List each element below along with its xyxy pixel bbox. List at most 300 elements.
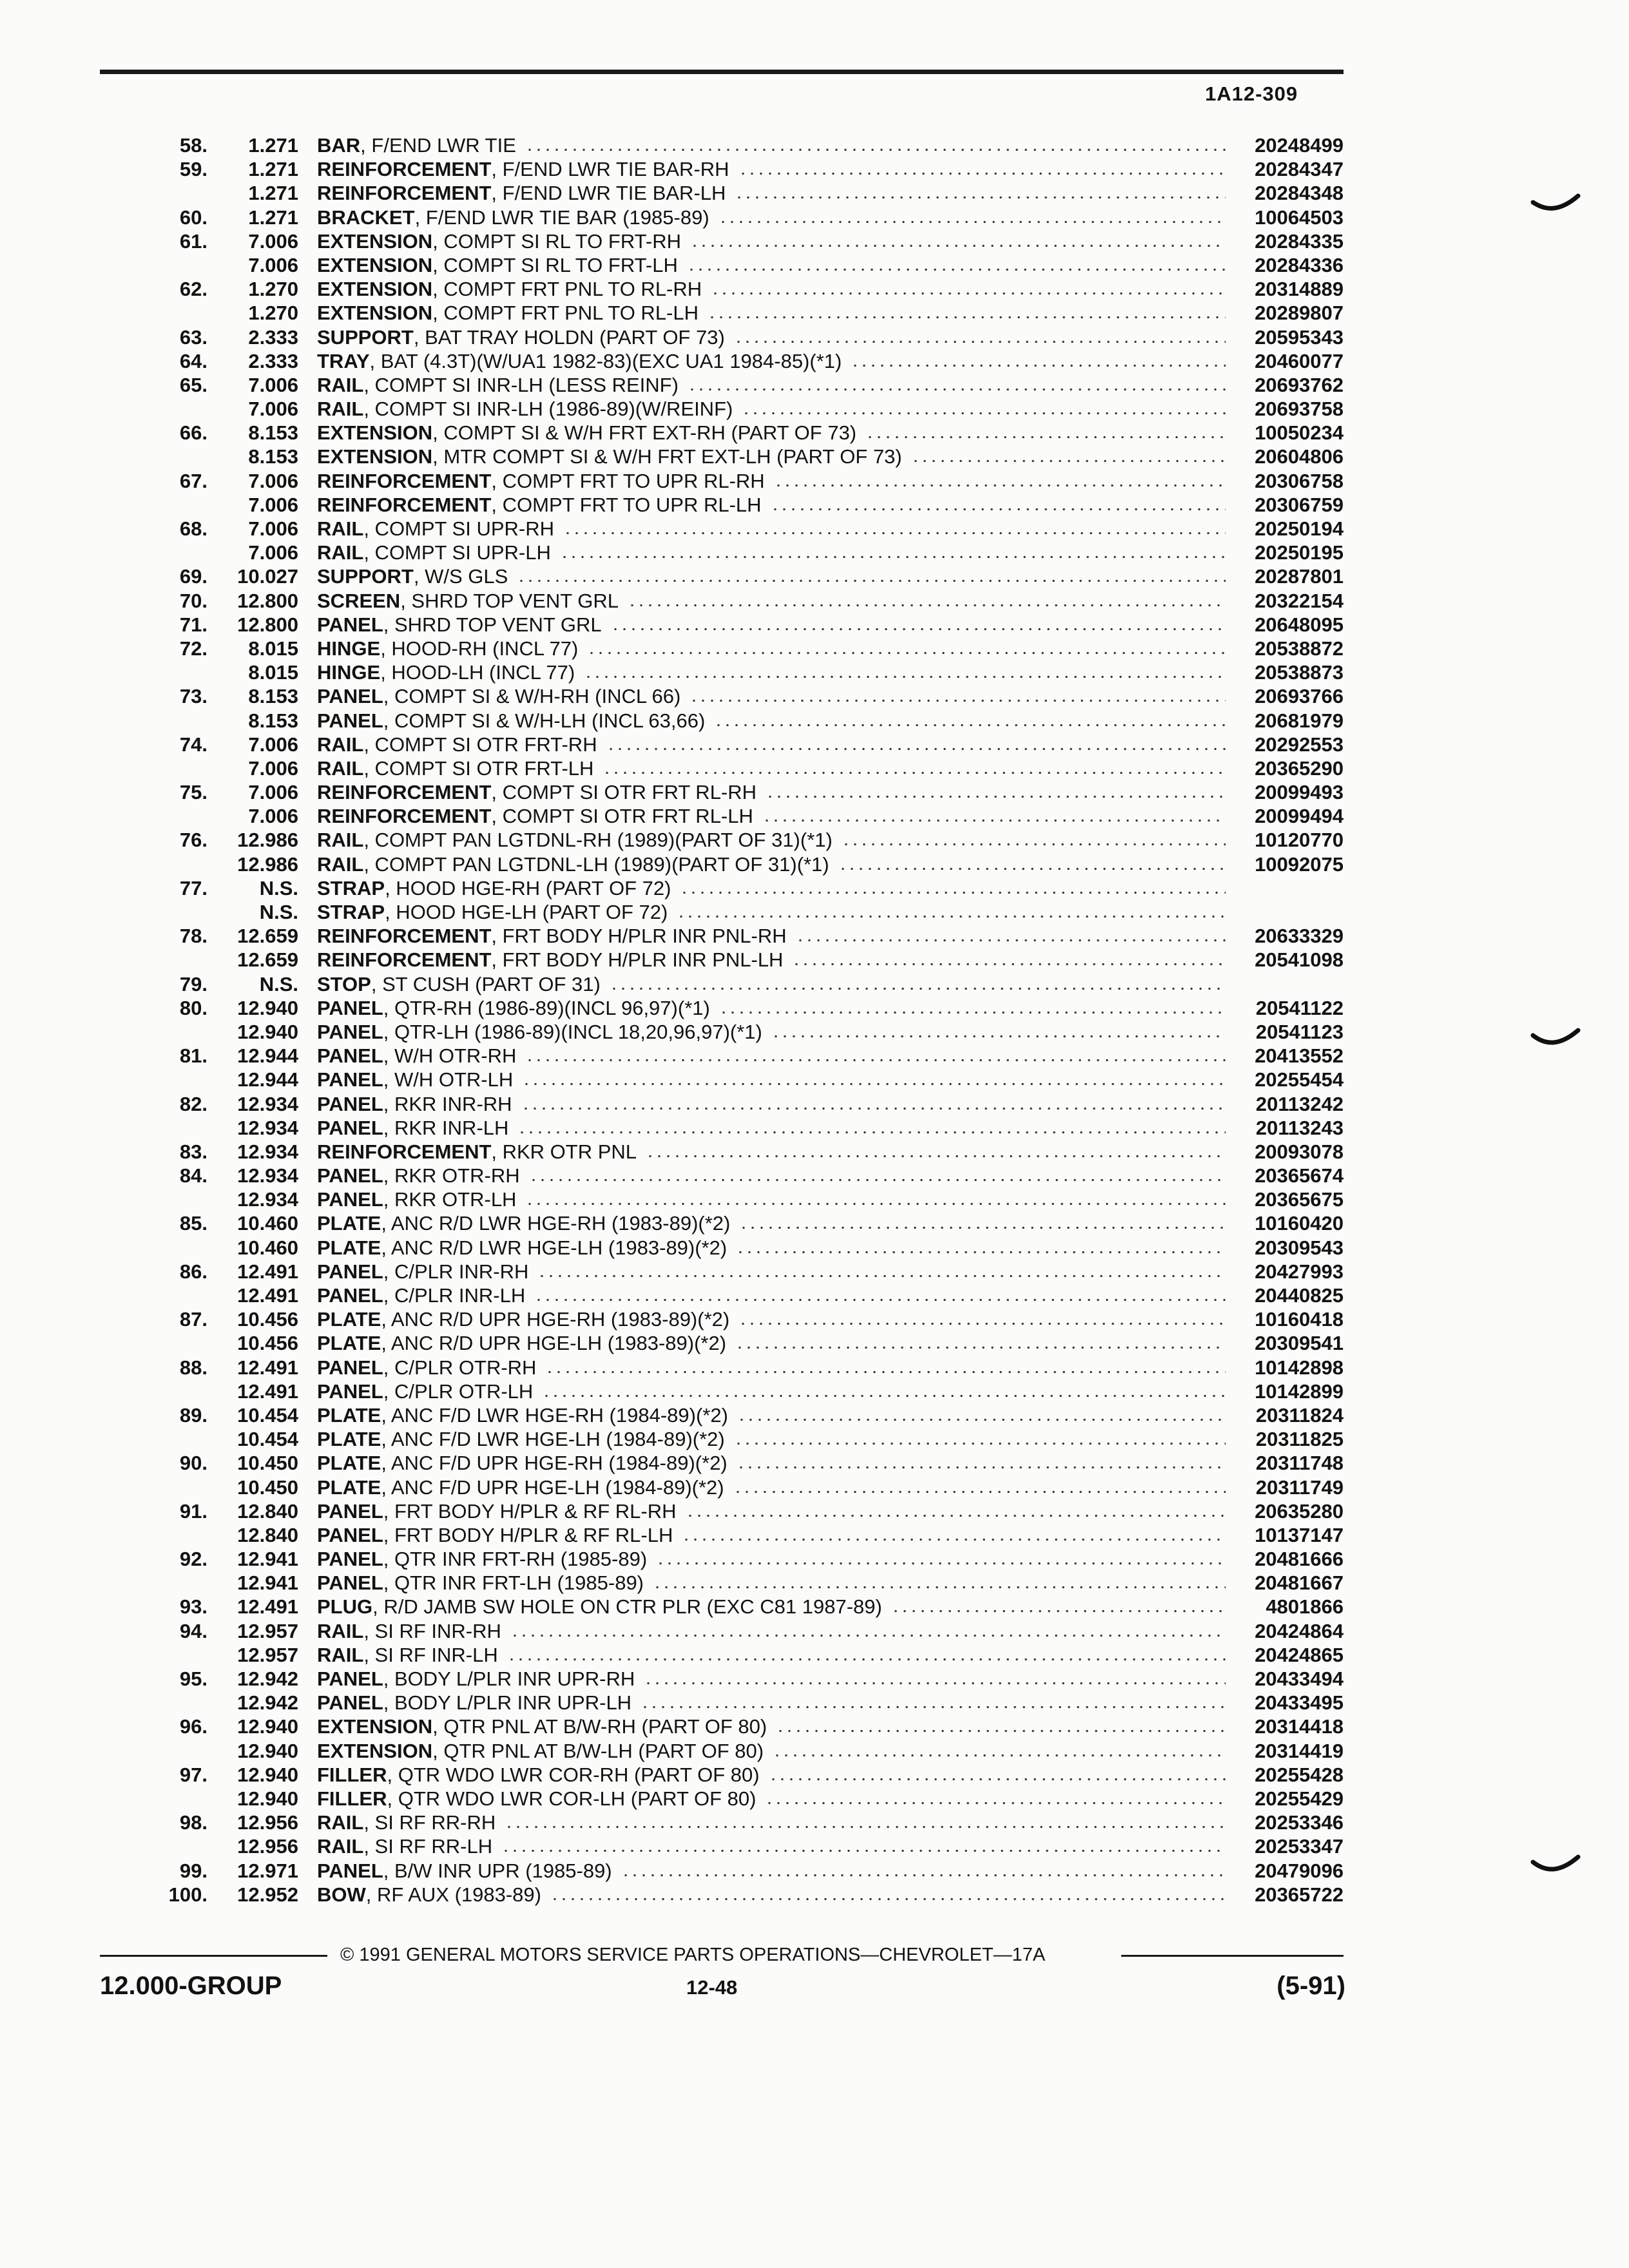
dot-leader	[525, 1187, 1226, 1211]
part-number: 10160418	[1255, 1308, 1344, 1331]
part-qualifier: , F/END LWR TIE BAR-LH	[491, 182, 726, 205]
part-qualifier: , COMPT SI OTR FRT RL-RH	[491, 781, 757, 804]
part-number: 20365722	[1255, 1883, 1344, 1906]
group-number: 12.952	[237, 1883, 298, 1906]
group-number: 10.450	[237, 1452, 298, 1475]
item-number: 86.	[179, 1260, 207, 1283]
group-number: 12.940	[237, 1787, 298, 1810]
part-noun: REINFORCEMENT	[317, 182, 492, 205]
part-description	[317, 301, 1229, 325]
part-description	[317, 277, 1229, 301]
part-description	[317, 1044, 1229, 1068]
part-description	[317, 660, 1229, 684]
part-noun: SCREEN	[317, 589, 401, 612]
part-number: 20287801	[1255, 565, 1344, 588]
group-number: 12.971	[237, 1859, 298, 1882]
part-qualifier: , RKR OTR PNL	[491, 1140, 637, 1163]
part-noun: RAIL	[317, 733, 364, 756]
item-number: 82.	[179, 1092, 207, 1115]
parts-row	[0, 804, 1629, 828]
part-description	[317, 1811, 1229, 1834]
group-number: 12.957	[237, 1643, 298, 1666]
footer-rule-right	[1121, 1955, 1344, 1957]
parts-list	[0, 133, 1629, 1907]
group-number: 1.270	[248, 302, 298, 325]
parts-row	[0, 1403, 1629, 1427]
part-number: 20479096	[1255, 1859, 1344, 1882]
part-number: 20681979	[1255, 709, 1344, 732]
dot-leader	[891, 1595, 1226, 1619]
part-number: 20250194	[1255, 517, 1344, 540]
part-noun: PLATE	[317, 1428, 381, 1451]
dot-leader	[737, 1451, 1226, 1475]
part-qualifier: , COMPT SI UPR-LH	[363, 541, 551, 564]
parts-row	[0, 996, 1629, 1020]
dot-leader	[584, 660, 1226, 684]
dot-leader	[686, 1499, 1226, 1523]
item-number: 94.	[179, 1619, 207, 1642]
dot-leader	[688, 373, 1226, 397]
part-description	[317, 1571, 1229, 1595]
part-description	[317, 637, 1229, 660]
dot-leader	[766, 780, 1226, 804]
parts-row	[0, 1068, 1629, 1091]
part-qualifier: , ANC F/D UPR HGE-LH (1984-89)(*2)	[381, 1475, 724, 1499]
part-qualifier: , C/PLR OTR-RH	[383, 1356, 537, 1379]
item-number: 85.	[179, 1212, 207, 1235]
part-number: 20113242	[1255, 1092, 1344, 1115]
part-noun: EXTENSION	[317, 302, 433, 325]
group-number: 12.940	[237, 1715, 298, 1738]
item-number: 75.	[179, 781, 207, 804]
part-qualifier: , QTR WDO LWR COR-RH (PART OF 80)	[387, 1763, 760, 1786]
group-number: 1.270	[248, 278, 298, 301]
dot-leader	[865, 421, 1226, 445]
part-number: 10142898	[1255, 1356, 1344, 1379]
part-number: 20595343	[1255, 325, 1344, 349]
dot-leader	[534, 1283, 1226, 1307]
dot-leader	[542, 1379, 1226, 1403]
part-qualifier: , HOOD HGE-LH (PART OF 72)	[385, 901, 668, 923]
part-number: 20427993	[1255, 1260, 1344, 1283]
part-number: 20541098	[1255, 948, 1344, 972]
dot-leader	[611, 613, 1226, 637]
part-description	[317, 1499, 1229, 1523]
dot-leader	[510, 1619, 1226, 1643]
part-number: 20460077	[1255, 349, 1344, 372]
part-description	[317, 756, 1229, 780]
part-noun: PLATE	[317, 1236, 381, 1259]
copyright-notice: © 1991 GENERAL MOTORS SERVICE PARTS OPERATIONS—CHEVROLET—17A	[340, 1945, 1046, 1965]
part-noun: RAIL	[317, 398, 364, 421]
part-description	[317, 1547, 1229, 1571]
dot-leader	[644, 1667, 1226, 1691]
part-qualifier: , BAT (4.3T)(W/UA1 1982-83)(EXC UA1 1984-85)(*1)	[369, 349, 842, 372]
part-qualifier: , FRT BODY H/PLR & RF RL-RH	[383, 1499, 677, 1523]
part-description	[317, 1379, 1229, 1403]
dot-leader	[719, 996, 1226, 1020]
group-number: 12.942	[237, 1691, 298, 1715]
parts-row	[0, 181, 1629, 205]
part-number: 20311749	[1255, 1475, 1344, 1499]
parts-row	[0, 780, 1629, 804]
dot-leader	[714, 709, 1226, 733]
part-number: 20292553	[1255, 733, 1344, 756]
item-number: 96.	[179, 1715, 207, 1738]
parts-row	[0, 1164, 1629, 1187]
part-description	[317, 397, 1229, 421]
part-qualifier: , HOOD-RH (INCL 77)	[380, 637, 579, 660]
part-description	[317, 1691, 1229, 1715]
part-number: 20309541	[1255, 1332, 1344, 1355]
parts-row	[0, 1547, 1629, 1571]
parts-row	[0, 972, 1629, 996]
group-number: 12.934	[237, 1164, 298, 1187]
part-qualifier: , FRT BODY H/PLR INR PNL-RH	[491, 925, 787, 948]
item-number: 99.	[179, 1859, 207, 1882]
margin-check-mark	[1530, 1028, 1582, 1053]
item-number: 73.	[179, 685, 207, 708]
part-description	[317, 1643, 1229, 1667]
part-qualifier: , COMPT SI OTR FRT-LH	[363, 756, 594, 780]
part-qualifier: , COMPT SI OTR FRT-RH	[363, 733, 597, 756]
group-number: 12.944	[237, 1068, 298, 1091]
item-number: 58.	[179, 134, 207, 157]
part-noun: RAIL	[317, 829, 364, 852]
item-number: 77.	[179, 876, 207, 899]
dot-leader	[708, 301, 1226, 325]
part-number: 20481666	[1255, 1548, 1344, 1571]
group-number: 12.659	[237, 948, 298, 972]
part-noun: PANEL	[317, 1068, 383, 1091]
part-number: 20306759	[1255, 493, 1344, 516]
group-number: 12.940	[237, 1739, 298, 1762]
dot-leader	[610, 972, 1226, 996]
part-noun: REINFORCEMENT	[317, 469, 492, 492]
part-qualifier: , W/H OTR-LH	[383, 1068, 514, 1091]
dot-leader	[529, 1164, 1226, 1187]
parts-row	[0, 1379, 1629, 1403]
dot-leader	[677, 900, 1226, 924]
part-number: 20635280	[1255, 1499, 1344, 1523]
part-noun: PANEL	[317, 1020, 383, 1043]
part-qualifier: , RF AUX (1983-89)	[365, 1883, 541, 1906]
dot-leader	[769, 1763, 1226, 1787]
item-number: 68.	[179, 517, 207, 540]
part-qualifier: , C/PLR INR-LH	[383, 1284, 526, 1307]
part-noun: PANEL	[317, 1260, 383, 1283]
part-qualifier: , FRT BODY H/PLR & RF RL-LH	[383, 1523, 673, 1546]
part-noun: REINFORCEMENT	[317, 781, 492, 804]
part-number: 20433494	[1255, 1667, 1344, 1690]
parts-row	[0, 349, 1629, 373]
dot-leader	[517, 1116, 1226, 1140]
part-qualifier: , C/PLR OTR-LH	[383, 1379, 534, 1403]
part-description	[317, 1619, 1229, 1643]
parts-row	[0, 1883, 1629, 1907]
part-noun: RAIL	[317, 1811, 364, 1834]
part-noun: REINFORCEMENT	[317, 158, 492, 181]
group-number: 10.460	[237, 1212, 298, 1235]
part-qualifier: , W/S GLS	[413, 565, 508, 588]
parts-row	[0, 445, 1629, 468]
part-qualifier: , HOOD-LH (INCL 77)	[380, 661, 575, 684]
parts-row	[0, 613, 1629, 637]
part-description	[317, 1403, 1229, 1427]
part-noun: EXTENSION	[317, 421, 433, 445]
part-description	[317, 1739, 1229, 1763]
dot-leader	[587, 637, 1226, 660]
group-number: 12.934	[237, 1116, 298, 1139]
part-qualifier: , F/END LWR TIE BAR-RH	[491, 158, 729, 181]
parts-row	[0, 684, 1629, 708]
dot-leader	[537, 1260, 1226, 1283]
group-number: 7.006	[248, 493, 298, 516]
part-noun: PANEL	[317, 709, 383, 732]
dot-leader	[792, 948, 1226, 972]
parts-row	[0, 1811, 1629, 1834]
part-number: 20248499	[1255, 134, 1344, 157]
part-qualifier: , QTR WDO LWR COR-LH (PART OF 80)	[387, 1787, 757, 1810]
part-noun: PANEL	[317, 996, 383, 1019]
parts-row	[0, 924, 1629, 948]
part-number: 20541123	[1255, 1020, 1344, 1043]
group-number: 2.333	[248, 349, 298, 372]
part-qualifier: , QTR-LH (1986-89)(INCL 18,20,96,97)(*1)	[383, 1020, 762, 1043]
part-description	[317, 613, 1229, 637]
dot-leader	[911, 445, 1226, 468]
part-description	[317, 948, 1229, 972]
group-number: 12.840	[237, 1499, 298, 1523]
part-number: 20309543	[1255, 1236, 1344, 1259]
parts-row	[0, 277, 1629, 301]
part-number: 20255429	[1255, 1787, 1344, 1810]
page-code: 1A12-309	[1205, 82, 1298, 105]
part-number: 10064503	[1255, 206, 1344, 229]
item-number: 62.	[179, 278, 207, 301]
page-number: 12-48	[686, 1976, 738, 1999]
dot-leader	[738, 1307, 1226, 1331]
parts-row	[0, 253, 1629, 277]
part-qualifier: , ANC R/D UPR HGE-RH (1983-89)(*2)	[381, 1308, 730, 1331]
parts-row	[0, 301, 1629, 325]
part-qualifier: , SI RF RR-LH	[363, 1835, 493, 1858]
part-description	[317, 517, 1229, 541]
part-description	[317, 709, 1229, 733]
part-qualifier: , QTR PNL AT B/W-RH (PART OF 80)	[432, 1715, 767, 1738]
dot-leader	[734, 325, 1226, 349]
part-number: 20604806	[1255, 445, 1344, 468]
part-noun: PANEL	[317, 1571, 383, 1595]
dot-leader	[507, 1643, 1226, 1667]
part-noun: PLATE	[317, 1212, 381, 1235]
group-number: 12.800	[237, 589, 298, 612]
part-description	[317, 996, 1229, 1020]
item-number: 81.	[179, 1044, 207, 1068]
part-noun: PANEL	[317, 1284, 383, 1307]
dot-leader	[765, 1787, 1226, 1811]
part-description	[317, 1715, 1229, 1738]
parts-row	[0, 1307, 1629, 1331]
part-noun: BAR	[317, 134, 361, 157]
part-qualifier: , ANC R/D LWR HGE-RH (1983-89)(*2)	[381, 1212, 731, 1235]
group-number: 12.940	[237, 1020, 298, 1043]
part-qualifier: , RKR INR-RH	[383, 1092, 512, 1115]
part-number: 20633329	[1255, 925, 1344, 948]
group-number: 1.271	[248, 206, 298, 229]
item-number: 84.	[179, 1164, 207, 1187]
part-number: 20693758	[1255, 398, 1344, 421]
dot-leader	[628, 589, 1226, 613]
part-noun: REINFORCEMENT	[317, 948, 492, 972]
part-noun: PANEL	[317, 1691, 383, 1715]
group-number: 8.153	[248, 709, 298, 732]
part-description	[317, 1187, 1229, 1211]
part-noun: PANEL	[317, 1356, 383, 1379]
part-noun: PANEL	[317, 1548, 383, 1571]
parts-row	[0, 157, 1629, 181]
dot-leader	[838, 852, 1226, 876]
part-number: 20314889	[1255, 278, 1344, 301]
part-number: 10092075	[1255, 852, 1344, 876]
group-number: 12.940	[237, 996, 298, 1019]
part-number: 20289807	[1255, 302, 1344, 325]
item-number: 87.	[179, 1308, 207, 1331]
parts-row	[0, 1595, 1629, 1619]
part-description	[317, 733, 1229, 756]
part-noun: PLATE	[317, 1332, 381, 1355]
part-qualifier: , COMPT PAN LGTDNL-LH (1989)(PART OF 31)(*1)	[363, 852, 829, 876]
item-number: 65.	[179, 373, 207, 396]
part-description	[317, 684, 1229, 708]
part-number: 20314418	[1255, 1715, 1344, 1738]
item-number: 60.	[179, 206, 207, 229]
part-noun: PANEL	[317, 685, 383, 708]
part-qualifier: , RKR OTR-LH	[383, 1188, 517, 1211]
part-description	[317, 1092, 1229, 1116]
group-number: 7.006	[248, 373, 298, 396]
parts-row	[0, 589, 1629, 613]
item-number: 64.	[179, 349, 207, 372]
part-noun: PANEL	[317, 613, 383, 636]
part-noun: BOW	[317, 1883, 366, 1906]
part-description	[317, 1475, 1229, 1499]
part-qualifier: , SHRD TOP VENT GRL	[383, 613, 602, 636]
part-description	[317, 325, 1229, 349]
part-number: 20284336	[1255, 253, 1344, 276]
part-qualifier: , BAT TRAY HOLDN (PART OF 73)	[413, 325, 725, 349]
part-description	[317, 157, 1229, 181]
dot-leader	[680, 876, 1226, 900]
parts-row	[0, 1787, 1629, 1811]
parts-row	[0, 325, 1629, 349]
part-number: 20365290	[1255, 756, 1344, 780]
part-noun: BRACKET	[317, 206, 415, 229]
group-number: 10.456	[237, 1308, 298, 1331]
part-description	[317, 1331, 1229, 1355]
parts-row	[0, 1356, 1629, 1379]
part-number: 20365674	[1255, 1164, 1344, 1187]
group-number: 12.957	[237, 1619, 298, 1642]
part-noun: REINFORCEMENT	[317, 805, 492, 828]
part-qualifier: , COMPT SI OTR FRT RL-LH	[491, 805, 753, 828]
item-number: 59.	[179, 158, 207, 181]
dot-leader	[776, 1715, 1226, 1738]
dot-leader	[606, 733, 1226, 756]
part-qualifier: , C/PLR INR-RH	[383, 1260, 529, 1283]
part-qualifier: , COMPT SI INR-LH (1986-89)(W/REINF)	[363, 398, 733, 421]
dot-leader	[646, 1140, 1226, 1164]
group-number: 12.934	[237, 1188, 298, 1211]
group-number: 12.491	[237, 1595, 298, 1619]
dot-leader	[682, 1523, 1226, 1547]
part-qualifier: , SI RF RR-RH	[363, 1811, 496, 1834]
part-noun: PLATE	[317, 1475, 381, 1499]
dot-leader	[773, 1739, 1226, 1763]
group-number: 10.456	[237, 1332, 298, 1355]
dot-leader	[501, 1834, 1226, 1858]
dot-leader	[735, 181, 1226, 205]
parts-row	[0, 637, 1629, 660]
part-noun: PANEL	[317, 1859, 383, 1882]
item-number: 90.	[179, 1452, 207, 1475]
item-number: 80.	[179, 996, 207, 1019]
part-noun: PANEL	[317, 1499, 383, 1523]
part-description	[317, 445, 1229, 468]
parts-row	[0, 1715, 1629, 1738]
item-number: 79.	[179, 972, 207, 995]
parts-row	[0, 900, 1629, 924]
part-number: 10142899	[1255, 1379, 1344, 1403]
part-qualifier: , QTR INR FRT-RH (1985-89)	[383, 1548, 648, 1571]
group-number: 7.006	[248, 229, 298, 253]
group-number: 12.956	[237, 1835, 298, 1858]
part-qualifier: , MTR COMPT SI & W/H FRT EXT-LH (PART OF 73)	[432, 445, 902, 468]
dot-leader	[641, 1691, 1226, 1715]
part-noun: RAIL	[317, 852, 364, 876]
part-number: 20311825	[1255, 1428, 1344, 1451]
part-number: 10050234	[1255, 421, 1344, 445]
part-description	[317, 253, 1229, 277]
item-number: 72.	[179, 637, 207, 660]
parts-row	[0, 1283, 1629, 1307]
item-number: 89.	[179, 1403, 207, 1427]
margin-check-mark	[1530, 193, 1582, 219]
part-noun: PANEL	[317, 1667, 383, 1690]
dot-leader	[738, 157, 1226, 181]
part-description	[317, 349, 1229, 373]
group-number: 12.941	[237, 1548, 298, 1571]
parts-row	[0, 1211, 1629, 1235]
dot-leader	[742, 397, 1226, 421]
dot-leader	[505, 1811, 1226, 1834]
part-noun: HINGE	[317, 661, 381, 684]
group-number: 10.450	[237, 1475, 298, 1499]
part-description	[317, 469, 1229, 493]
part-number: 20413552	[1255, 1044, 1344, 1068]
part-description	[317, 206, 1229, 229]
part-description	[317, 564, 1229, 588]
group-number: 10.454	[237, 1403, 298, 1427]
dot-leader	[736, 1236, 1226, 1260]
part-noun: PANEL	[317, 1379, 383, 1403]
part-noun: RAIL	[317, 1619, 364, 1642]
part-noun: FILLER	[317, 1763, 387, 1786]
group-number: 10.454	[237, 1428, 298, 1451]
part-description	[317, 876, 1229, 900]
parts-row	[0, 1859, 1629, 1883]
group-number: 10.460	[237, 1236, 298, 1259]
